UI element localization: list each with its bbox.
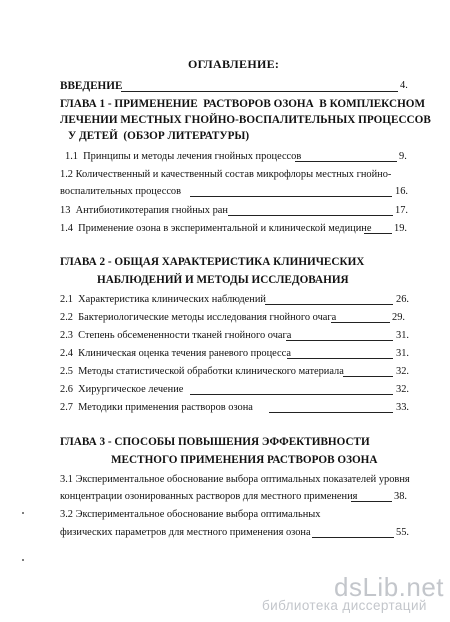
toc-leader-line bbox=[287, 358, 393, 359]
toc-item-2-7: 2.7 Методики применения растворов озона bbox=[60, 402, 253, 413]
toc-item-3-1-cont: концентрации озонированных растворов для местного применения bbox=[60, 491, 358, 502]
watermark-logo: dsLib.net bbox=[334, 572, 445, 602]
toc-leader-line bbox=[190, 394, 393, 395]
chapter3-heading-line1: ГЛАВА 3 - СПОСОБЫ ПОВЫШЕНИЯ ЭФФЕКТИВНОСТИ bbox=[60, 436, 370, 448]
toc-leader-line bbox=[121, 91, 398, 92]
chapter1-heading-line3: У ДЕТЕЙ (ОБЗОР ЛИТЕРАТУРЫ) bbox=[68, 130, 250, 142]
toc-item-1-1: 1.1 Принципы и методы лечения гнойных процессов bbox=[65, 151, 302, 162]
toc-item-2-3: 2.3 Степень обсемененности тканей гнойного очага bbox=[60, 330, 292, 341]
toc-page-2-4: 31. bbox=[396, 348, 409, 359]
toc-page-2-7: 33. bbox=[396, 402, 409, 413]
chapter2-heading-line2: НАБЛЮДЕНИЙ И МЕТОДЫ ИССЛЕДОВАНИЯ bbox=[97, 274, 349, 286]
toc-item-2-5: 2.5 Методы статистической обработки клинического материала bbox=[60, 366, 344, 377]
toc-leader-line bbox=[286, 340, 393, 341]
toc-item-3-2-cont: физических параметров для местного применения озона bbox=[60, 527, 311, 538]
toc-item-2-6: 2.6 Хирургическое лечение bbox=[60, 384, 184, 395]
toc-page-1-4: 19. bbox=[394, 223, 407, 234]
toc-item-3-2: 3.2 Экспериментальное обоснование выбора оптимальных bbox=[60, 509, 321, 520]
scan-speck bbox=[22, 559, 24, 561]
toc-page-1-2: 16. bbox=[395, 186, 408, 197]
toc-item-2-4: 2.4 Клиническая оценка течения раневого процесса bbox=[60, 348, 291, 359]
toc-leader-line bbox=[364, 233, 392, 234]
toc-intro-page: 4. bbox=[400, 80, 408, 91]
toc-leader-line bbox=[190, 196, 392, 197]
toc-item-1-4: 1.4 Применение озона в экспериментальной и клинической медицине bbox=[60, 223, 372, 234]
toc-item-1-2: 1.2 Количественный и качественный состав микрофлоры местных гнойно- bbox=[60, 169, 392, 180]
toc-leader-line bbox=[331, 322, 390, 323]
toc-page-2-3: 31. bbox=[396, 330, 409, 341]
chapter1-heading-line1: ГЛАВА 1 - ПРИМЕНЕНИЕ РАСТВОРОВ ОЗОНА В КОМПЛЕКСНОМ bbox=[60, 98, 426, 110]
toc-page-3-1: 38. bbox=[394, 491, 407, 502]
toc-page-1-3: 17. bbox=[395, 205, 408, 216]
toc-page-2-1: 26. bbox=[396, 294, 409, 305]
toc-leader-line bbox=[312, 537, 394, 538]
toc-item-2-1: 2.1 Характеристика клинических наблюдений bbox=[60, 294, 266, 305]
toc-leader-line bbox=[351, 501, 392, 502]
toc-item-1-2-cont: воспалительных процессов bbox=[60, 186, 182, 197]
toc-item-2-2: 2.2 Бактериологические методы исследования гнойного очага bbox=[60, 312, 337, 323]
chapter3-heading-line2: МЕСТНОГО ПРИМЕНЕНИЯ РАСТВОРОВ ОЗОНА bbox=[111, 454, 378, 466]
toc-page-2-5: 32. bbox=[396, 366, 409, 377]
toc-item-3-1: 3.1 Экспериментальное обоснование выбора оптимальных показателей уровня bbox=[60, 474, 410, 485]
toc-leader-line bbox=[295, 161, 397, 162]
chapter2-heading-line1: ГЛАВА 2 - ОБЩАЯ ХАРАКТЕРИСТИКА КЛИНИЧЕСКИХ bbox=[60, 256, 365, 268]
toc-leader-line bbox=[343, 376, 393, 377]
toc-page-3-2: 55. bbox=[396, 527, 409, 538]
toc-page-2-6: 32. bbox=[396, 384, 409, 395]
watermark-subtitle: библиотека диссертаций bbox=[262, 598, 427, 613]
chapter1-heading-line2: ЛЕЧЕНИИ МЕСТНЫХ ГНОЙНО-ВОСПАЛИТЕЛЬНЫХ ПРОЦЕССОВ bbox=[60, 114, 431, 126]
toc-intro-label: ВВЕДЕНИЕ bbox=[60, 80, 123, 92]
scan-speck bbox=[22, 512, 24, 514]
toc-page-2-2: 29. bbox=[392, 312, 405, 323]
toc-leader-line bbox=[228, 215, 393, 216]
toc-leader-line bbox=[269, 412, 393, 413]
page-title: ОГЛАВЛЕНИЕ: bbox=[188, 57, 280, 71]
toc-item-1-3: 13 Антибиотикотерапия гнойных ран bbox=[60, 205, 228, 216]
toc-page-1-1: 9. bbox=[399, 151, 407, 162]
toc-leader-line bbox=[265, 304, 393, 305]
